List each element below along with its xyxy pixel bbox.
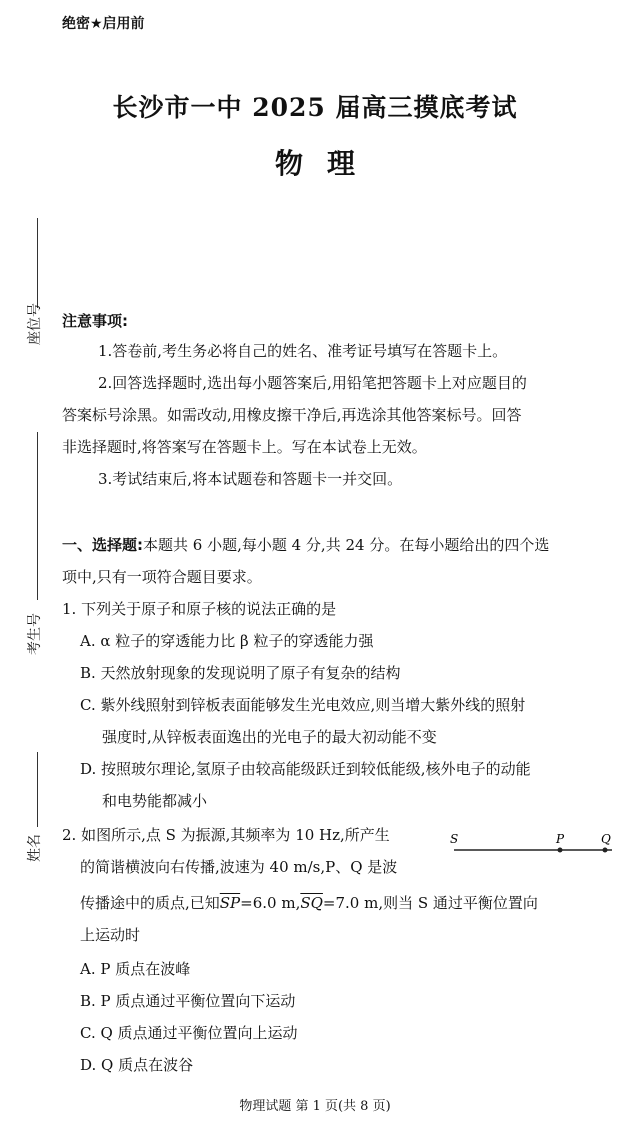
q2-option-a: A. P 质点在波峰 — [80, 960, 191, 978]
section-intro-line-1 — [62, 536, 549, 555]
q2-option-b: B. P 质点通过平衡位置向下运动 — [80, 992, 296, 1010]
section-intro-text: 本题共 6 小题,每小题 4 分,共 24 分。在每小题给出的四个选 — [143, 536, 550, 554]
seat-label: 座位号 — [27, 303, 43, 345]
exam-title: 长沙市一中 2025 届高三摸底考试 — [112, 93, 518, 122]
q1-option-c-line-1: C. 紫外线照射到锌板表面能够发生光电效应,则当增大紫外线的照射 — [80, 696, 526, 714]
name-label: 姓名 — [27, 834, 43, 862]
q1-stem: 1. 下列关于原子和原子核的说法正确的是 — [62, 600, 337, 618]
confidential-mark: 绝密★启用前 — [62, 16, 145, 32]
page-footer: 物理试题 第 1 页(共 8 页) — [239, 1099, 391, 1114]
q1-option-c-line-2: 强度时,从锌板表面逸出的光电子的最大初动能不变 — [102, 728, 437, 746]
label-p: P — [556, 832, 565, 846]
q1-option-d-line-2: 和电势能都减小 — [102, 792, 208, 810]
q1-option-d-line-1: D. 按照玻尔理论,氢原子由较高能级跃迁到较低能级,核外电子的动能 — [80, 760, 531, 778]
q2-option-c: C. Q 质点通过平衡位置向上运动 — [80, 1024, 298, 1042]
q1-option-b: B. 天然放射现象的发现说明了原子有复杂的结构 — [80, 664, 401, 682]
q2-stem-line-4: 上运动时 — [80, 926, 141, 944]
notice-item-2-line-2: 答案标号涂黑。如需改动,用橡皮擦干净后,再选涂其他答案标号。回答 — [62, 406, 522, 424]
notice-item-2-line-3: 非选择题时,将答案写在答题卡上。写在本试卷上无效。 — [62, 438, 427, 456]
q2-option-d: D. Q 质点在波谷 — [80, 1056, 194, 1074]
notice-title: 注意事项: — [62, 312, 128, 330]
q2-stem-line-2: 的简谐横波向右传播,波速为 40 m/s,P、Q 是波 — [80, 858, 398, 876]
label-s: S — [450, 832, 459, 846]
q2-stem-line-3-b: =6.0 m, — [240, 894, 301, 912]
label-q: Q — [601, 832, 611, 846]
section-intro-line-2: 项中,只有一项符合题目要求。 — [62, 568, 262, 586]
exam-no-line — [37, 432, 38, 600]
segment-sq: $\overline{SQ}$ — [300, 894, 323, 912]
subject-title: 物理 — [274, 147, 379, 180]
q2-stem-line-3 — [80, 894, 538, 913]
point-q-dot — [603, 848, 608, 853]
section-head: 一、选择题: — [62, 536, 143, 554]
q2-stem-line-1: 2. 如图所示,点 S 为振源,其频率为 10 Hz,所产生 — [62, 826, 390, 844]
q2-stem-line-3-c: =7.0 m,则当 S 通过平衡位置向 — [322, 894, 538, 912]
wave-figure — [446, 830, 620, 858]
seat-line — [37, 218, 38, 308]
notice-item-2-line-1: 2.回答选择题时,选出每小题答案后,用铅笔把答题卡上对应题目的 — [98, 374, 527, 392]
notice-item-1: 1.答卷前,考生务必将自己的姓名、准考证号填写在答题卡上。 — [98, 342, 508, 360]
q1-option-a: A. α 粒子的穿透能力比 β 粒子的穿透能力强 — [80, 632, 374, 650]
exam-no-label: 考生号 — [27, 613, 43, 655]
segment-sp: $\overline{SP}$ — [219, 894, 241, 912]
point-p-dot — [558, 848, 563, 853]
q2-stem-line-3-a: 传播途中的质点,已知 — [80, 894, 220, 912]
name-line — [37, 752, 38, 827]
notice-item-3: 3.考试结束后,将本试题卷和答题卡一并交回。 — [98, 470, 403, 488]
